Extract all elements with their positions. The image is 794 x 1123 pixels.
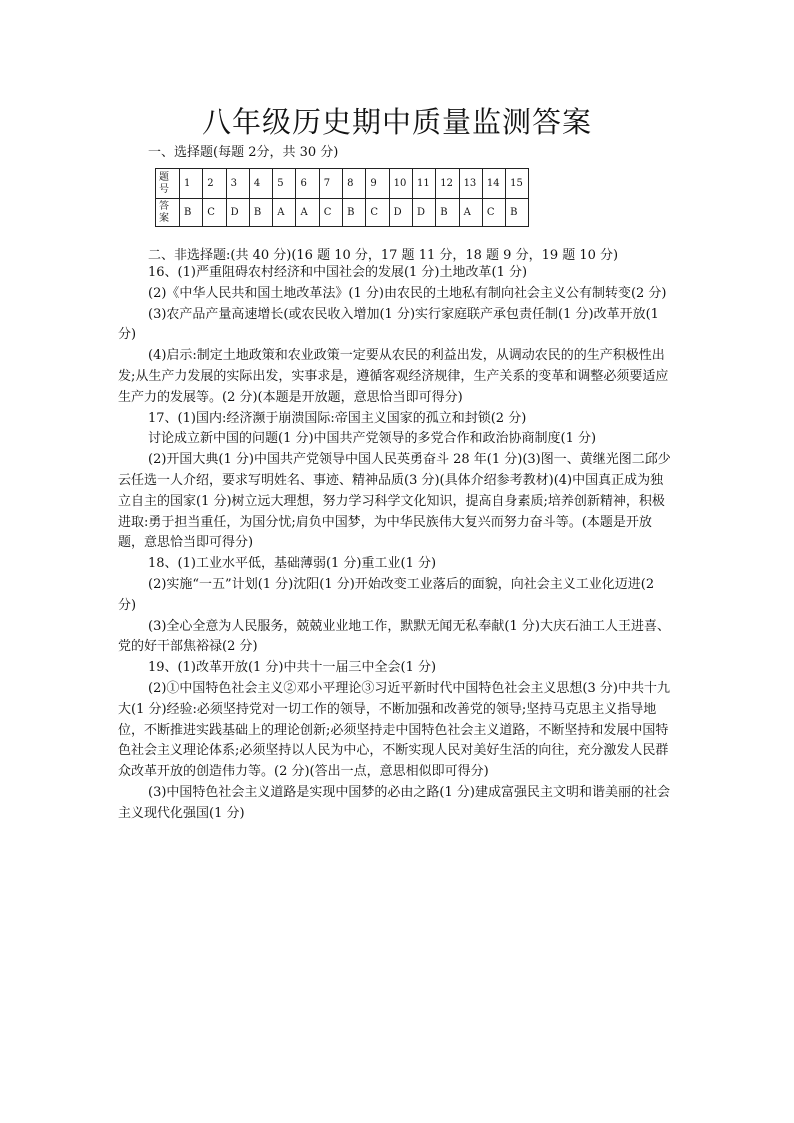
answer-cell: C xyxy=(203,199,226,227)
question-number: 10 xyxy=(389,169,412,199)
row-header-answer: 答 案 xyxy=(156,199,180,227)
row-header-number: 题 号 xyxy=(156,169,180,199)
answer-cell: A xyxy=(273,199,296,227)
paragraph: 讨论成立新中国的问题(1 分)中国共产党领导的多党合作和政治协商制度(1 分) xyxy=(148,431,597,447)
question-number: 11 xyxy=(412,169,435,199)
question-number: 3 xyxy=(226,169,249,199)
paragraph: (2)开国大典(1 分)中国共产党领导中国人民英勇奋斗 28 年(1 分)(3)图一、黄继光图二邱少云任选一人介绍，要求写明姓名、事迹、精神品质(3 分)(具体介绍参考教材)(4)中国真正成为独立自主的国家(1 分)树立远大理想，努力学习科学文化知识，提高自身素质;培养创新精神，积极进取:勇于担当重任，为国分忧;肩负中国梦，为中华民族伟大复兴而努力奋斗等。(本题是开放题，意思恰当即可得分) xyxy=(118,452,671,551)
answer-cell: C xyxy=(319,199,342,227)
paragraph: (3)农产品产量高速增长(或农民收入增加(1 分)实行家庭联产承包责任制(1 分)改革开放(1 分) xyxy=(118,306,659,343)
paragraph: (2)①中国特色社会主义②邓小平理论③习近平新时代中国特色社会主义思想(3 分)中共十九大(1 分)经验:必须坚持党对一切工作的领导，不断加强和改善党的领导;坚持马克思主义指导地位，不断推进实践基础上的理论创新;必须坚持走中国特色社会主义道路，不断坚持和发展中国特色社会主义理论体系;必须坚持以人民为中心，不断实现人民对美好生活的向往，充分激发人民群众改革开放的创造伟力等。(2 分)(答出一点，意思相似即可得分) xyxy=(118,680,670,780)
answer-cell: C xyxy=(366,199,389,227)
question-number: 12 xyxy=(436,169,459,199)
question-number: 6 xyxy=(296,169,319,199)
answer-cell: B xyxy=(343,199,366,227)
paragraph: (2)《中华人民共和国土地改革法》(1 分)由农民的土地私有制向社会主义公有制转变(2 分) xyxy=(148,285,667,301)
question-number: 14 xyxy=(482,169,505,199)
answer-cell: D xyxy=(389,199,412,227)
answer-cell: B xyxy=(506,199,529,227)
answer-cell: C xyxy=(482,199,505,227)
paragraph: 18、(1)工业水平低，基础薄弱(1 分)重工业(1 分) xyxy=(148,556,437,572)
paragraph: (2)实施“一五”计划(1 分)沈阳(1 分)开始改变工业落后的面貌，向社会主义工业化迈进(2 分) xyxy=(118,576,655,613)
question-number: 2 xyxy=(203,169,226,199)
section-choice-heading: 一、选择题(每题 2分，共 30 分) xyxy=(148,145,339,160)
question-number: 1 xyxy=(180,169,203,199)
answer-cell: B xyxy=(249,199,272,227)
answer-cell: A xyxy=(459,199,482,227)
question-number: 13 xyxy=(459,169,482,199)
table-row-numbers xyxy=(156,169,529,199)
paragraph: (4)启示:制定土地政策和农业政策一定要从农民的利益出发，从调动农民的的生产积极性出发;从生产力发展的实际出发，实事求是，遵循客观经济规律，生产关系的变革和调整必须要适应生产力的发展等。(2 分)(本题是开放题，意思恰当即可得分) xyxy=(118,348,669,405)
question-number: 7 xyxy=(319,169,342,199)
answer-cell: D xyxy=(412,199,435,227)
answer-body xyxy=(118,263,676,825)
paragraph: 19、(1)改革开放(1 分)中共十一届三中全会(1 分) xyxy=(148,660,437,676)
answer-cell: B xyxy=(180,199,203,227)
document-title: 八年级历史期中质量监测答案 xyxy=(201,105,592,139)
answer-cell: D xyxy=(226,199,249,227)
answer-cell: A xyxy=(296,199,319,227)
answer-cell: B xyxy=(436,199,459,227)
question-number: 4 xyxy=(249,169,272,199)
table-row-answers xyxy=(156,199,529,227)
section-nonchoice-heading: 二、非选择题:(共 40 分)(16 题 10 分，17 题 11 分，18 题 9 分，19 题 10 分) xyxy=(148,248,619,263)
answer-table xyxy=(155,168,529,227)
question-number: 5 xyxy=(273,169,296,199)
paragraph: 16、(1)严重阻碍农村经济和中国社会的发展(1 分)土地改革(1 分) xyxy=(148,265,528,280)
paragraph: 17、(1)国内:经济濒于崩溃国际:帝国主义国家的孤立和封锁(2 分) xyxy=(148,410,527,426)
question-number: 15 xyxy=(506,169,529,199)
paragraph: (3)中国特色社会主义道路是实现中国梦的必由之路(1 分)建成富强民主文明和谐美丽的社会主义现代化强国(1 分) xyxy=(118,784,670,821)
paragraph: (3)全心全意为人民服务，兢兢业业地工作，默默无闻无私奉献(1 分)大庆石油工人王进喜、党的好干部焦裕禄(2 分) xyxy=(118,618,670,655)
question-number: 8 xyxy=(343,169,366,199)
question-number: 9 xyxy=(366,169,389,199)
